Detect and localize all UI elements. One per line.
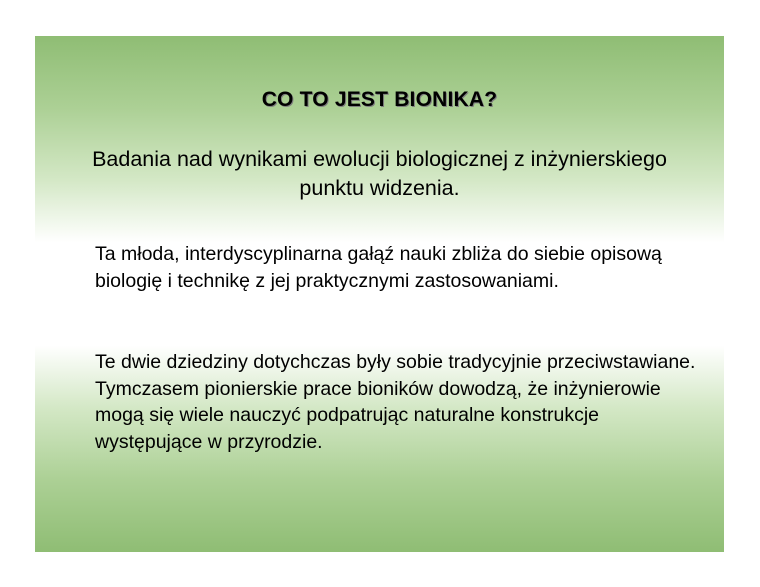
paragraph-interdisciplinary: Ta młoda, interdyscyplinarna gałąź nauki zbliża do siebie opisową biologię i technikę z jej praktycznymi zastosowaniami. <box>95 243 662 292</box>
paragraph-bionics-engineering <box>95 349 705 455</box>
paragraph-line-opposition: Te dwie dziedziny dotychczas były sobie tradycyjnie przeciwstawiane. <box>95 351 696 373</box>
slide-title: CO TO JEST BIONIKA? <box>261 88 498 111</box>
paragraph-line-pioneering-work: Tymczasem pionierskie prace bioników dowodzą, że inżynierowie mogą się wiele nauczyć podpatrując naturalne konstrukcje występujące w przyrodzie. <box>95 377 661 453</box>
slide <box>35 36 724 552</box>
slide-subtitle: Badania nad wynikami ewolucji biologicznej z inżynierskiego punktu widzenia. <box>92 147 667 200</box>
